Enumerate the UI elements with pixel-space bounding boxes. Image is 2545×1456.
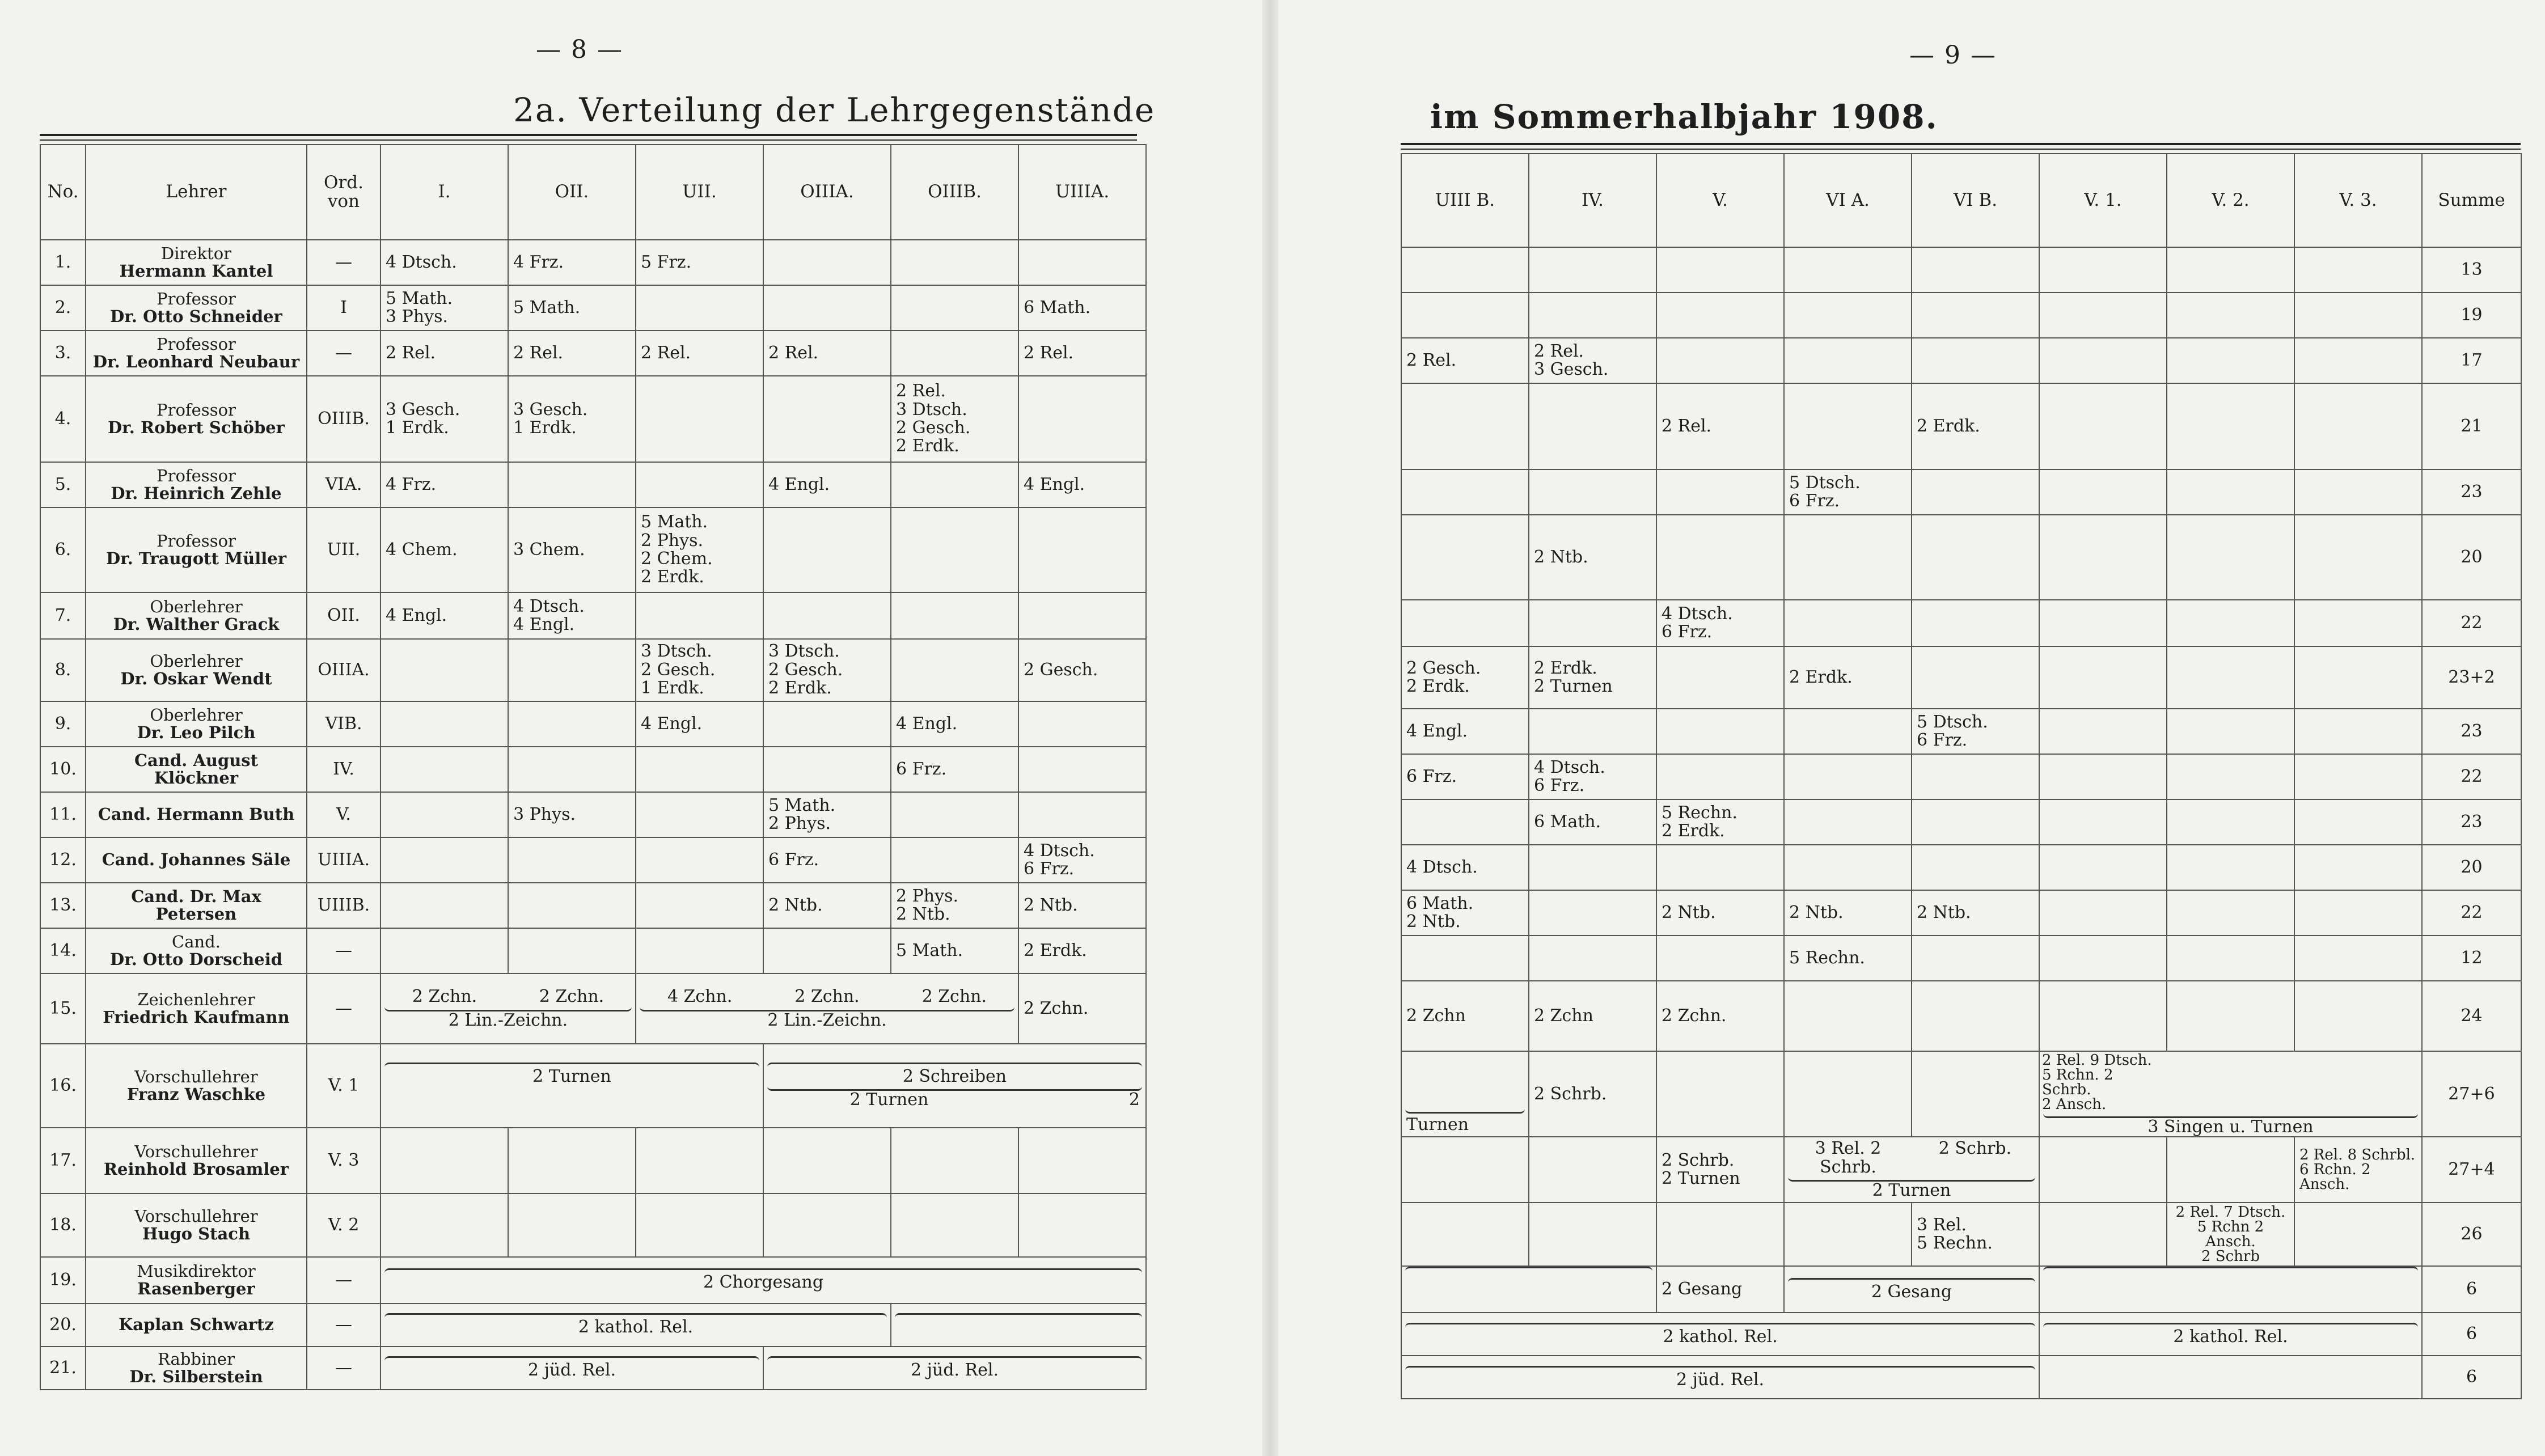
table-row: 6 Math. 2 Ntb. 2 Ntb. 2 Ntb. 2 Ntb. 22 — [1401, 890, 2521, 936]
table-row: 2. Professor Dr. Otto Schneider I 5 Math. 3 Phys. 5 Math. 6 Math. — [40, 285, 1146, 331]
table-row: 6 Math. 5 Rechn. 2 Erdk. 23 — [1401, 799, 2521, 845]
table-row: 9. Oberlehrer Dr. Leo Pilch VIB. 4 Engl. 4 Engl. — [40, 701, 1146, 747]
table-row: 19. Musikdirektor Rasenberger — 2 Chorgesang — [40, 1257, 1146, 1303]
table-row: 4. Professor Dr. Robert Schöber OIIIB. 3 Gesch. 1 Erdk. 3 Gesch. 1 Erdk. 2 Rel. 3 Dtsch. 2 Gesch. 2 Erdk. — [40, 376, 1146, 462]
header-class-IV: IV. — [1529, 154, 1656, 247]
table-row: 2 jüd. Rel. 6 — [1401, 1356, 2521, 1399]
table-row: 18. Vorschullehrer Hugo Stach V. 2 — [40, 1193, 1146, 1257]
header-class-UIIIB: UIII B. — [1401, 154, 1529, 247]
header-lehrer: Lehrer — [86, 145, 307, 240]
left-page — [0, 0, 1271, 1456]
table-row: 2 Schrb. 2 Turnen 3 Rel. 2 Schrb. 2 Schrb. 2 Turnen 2 Rel. 8 Schrbl. 6 Rchn. 2 Ansch. 27+4 — [1401, 1137, 2521, 1203]
table-row: 10. Cand. August Klöckner IV. 6 Frz. — [40, 747, 1146, 792]
table-row: 6. Professor Dr. Traugott Müller UII. 4 Chem. 3 Chem. 5 Math. 2 Phys. 2 Chem. 2 Erdk. — [40, 507, 1146, 592]
table-row: 16. Vorschullehrer Franz Waschke V. 1 2 Turnen 2 Schreiben 2 Turnen 2 — [40, 1044, 1146, 1128]
table-row: 2 Rel. 2 Rel. 3 Gesch. 17 — [1401, 338, 2521, 383]
table-row: 4 Engl. 5 Dtsch. 6 Frz. 23 — [1401, 709, 2521, 754]
table-row: 21. Rabbiner Dr. Silberstein — 2 jüd. Rel. 2 jüd. Rel. — [40, 1347, 1146, 1390]
header-class-UII: UII. — [636, 145, 763, 240]
table-row: 3. Professor Dr. Leonhard Neubaur — 2 Rel. 2 Rel. 2 Rel. 2 Rel. 2 Rel. — [40, 331, 1146, 376]
table-row: 2 kathol. Rel. 2 kathol. Rel. 6 — [1401, 1313, 2521, 1356]
table-row: 11. Cand. Hermann Buth V. 3 Phys. 5 Math. 2 Phys. — [40, 792, 1146, 837]
table-row: 12. Cand. Johannes Säle UIIIA. 6 Frz. 4 Dtsch. 6 Frz. — [40, 837, 1146, 883]
page-number-left: — 8 — — [536, 35, 623, 64]
table-row: 19 — [1401, 293, 2521, 338]
table-row: 2 Ntb. 20 — [1401, 515, 2521, 600]
header-summe: Summe — [2422, 154, 2521, 247]
table-row: 5 Dtsch. 6 Frz. 23 — [1401, 469, 2521, 515]
table-row: 2 Gesang 2 Gesang 6 — [1401, 1266, 2521, 1313]
header-class-OIIIA: OIIIA. — [763, 145, 891, 240]
schedule-table-left — [40, 144, 1147, 1390]
table-row: 14. Cand. Dr. Otto Dorscheid — 5 Math. 2 Erdk. — [40, 928, 1146, 974]
page-title-right: im Sommerhalbjahr 1908. — [1430, 98, 1938, 136]
table-row: 4 Dtsch. 20 — [1401, 845, 2521, 890]
table-row: 17. Vorschullehrer Reinhold Brosamler V. 3 — [40, 1128, 1146, 1193]
page-number-right: — 9 — — [1909, 41, 1997, 70]
header-no: No. — [40, 145, 86, 240]
schedule-table-right — [1401, 153, 2522, 1399]
header-class-V3: V. 3. — [2294, 154, 2422, 247]
header-class-UIIIA: UIIIA. — [1018, 145, 1146, 240]
table-row: 1. Direktor Hermann Kantel — 4 Dtsch. 4 Frz. 5 Frz. — [40, 240, 1146, 285]
table-row: 13 — [1401, 247, 2521, 293]
page-title-left: 2a. Verteilung der Lehrgegenstände — [513, 91, 1156, 129]
table-row: Turnen 2 Schrb. 2 Rel. 9 Dtsch. 5 Rchn. 2 Schrb. 2 Ansch. 3 Singen u. Turnen 27+6 — [1401, 1051, 2521, 1137]
header-class-I: I. — [381, 145, 508, 240]
header-class-V2: V. 2. — [2167, 154, 2294, 247]
table-row: 6 Frz. 4 Dtsch. 6 Frz. 22 — [1401, 754, 2521, 799]
header-class-OIIIB: OIIIB. — [891, 145, 1018, 240]
table-row: 3 Rel. 5 Rechn. 2 Rel. 7 Dtsch. 5 Rchn 2 Ansch. 2 Schrb 26 — [1401, 1203, 2521, 1266]
table-row: 5 Rechn. 12 — [1401, 936, 2521, 981]
table-row: 2 Zchn 2 Zchn 2 Zchn. 24 — [1401, 981, 2521, 1051]
header-class-V1: V. 1. — [2039, 154, 2167, 247]
table-row: 8. Oberlehrer Dr. Oskar Wendt OIIIA. 3 Dtsch. 2 Gesch. 1 Erdk. 3 Dtsch. 2 Gesch. 2 Erdk. 2 Gesch. — [40, 639, 1146, 701]
table-row: 15. Zeichenlehrer Friedrich Kaufmann — 2 Zchn. 2 Zchn. 2 Lin.-Zeichn. 4 Zchn. 2 Zchn. 2 Zchn. 2 Lin.-Zeichn. 2 Zchn. — [40, 974, 1146, 1044]
header-class-OII: OII. — [508, 145, 636, 240]
table-row: 2 Gesch. 2 Erdk. 2 Erdk. 2 Turnen 2 Erdk. 23+2 — [1401, 646, 2521, 709]
table-row: 5. Professor Dr. Heinrich Zehle VIA. 4 Frz. 4 Engl. 4 Engl. — [40, 462, 1146, 507]
table-row: 20. Kaplan Schwartz — 2 kathol. Rel. — [40, 1303, 1146, 1347]
header-ord: Ord. von — [307, 145, 381, 240]
header-class-VIB: VI B. — [1912, 154, 2039, 247]
table-row: 7. Oberlehrer Dr. Walther Grack OII. 4 Engl. 4 Dtsch. 4 Engl. — [40, 592, 1146, 639]
header-class-VIA: VI A. — [1784, 154, 1912, 247]
table-row: 4 Dtsch. 6 Frz. 22 — [1401, 600, 2521, 646]
table-row: 13. Cand. Dr. Max Petersen UIIIB. 2 Ntb. 2 Phys. 2 Ntb. 2 Ntb. — [40, 883, 1146, 928]
header-class-V: V. — [1656, 154, 1784, 247]
table-row: 2 Rel. 2 Erdk. 21 — [1401, 383, 2521, 469]
right-page — [1271, 0, 2545, 1456]
